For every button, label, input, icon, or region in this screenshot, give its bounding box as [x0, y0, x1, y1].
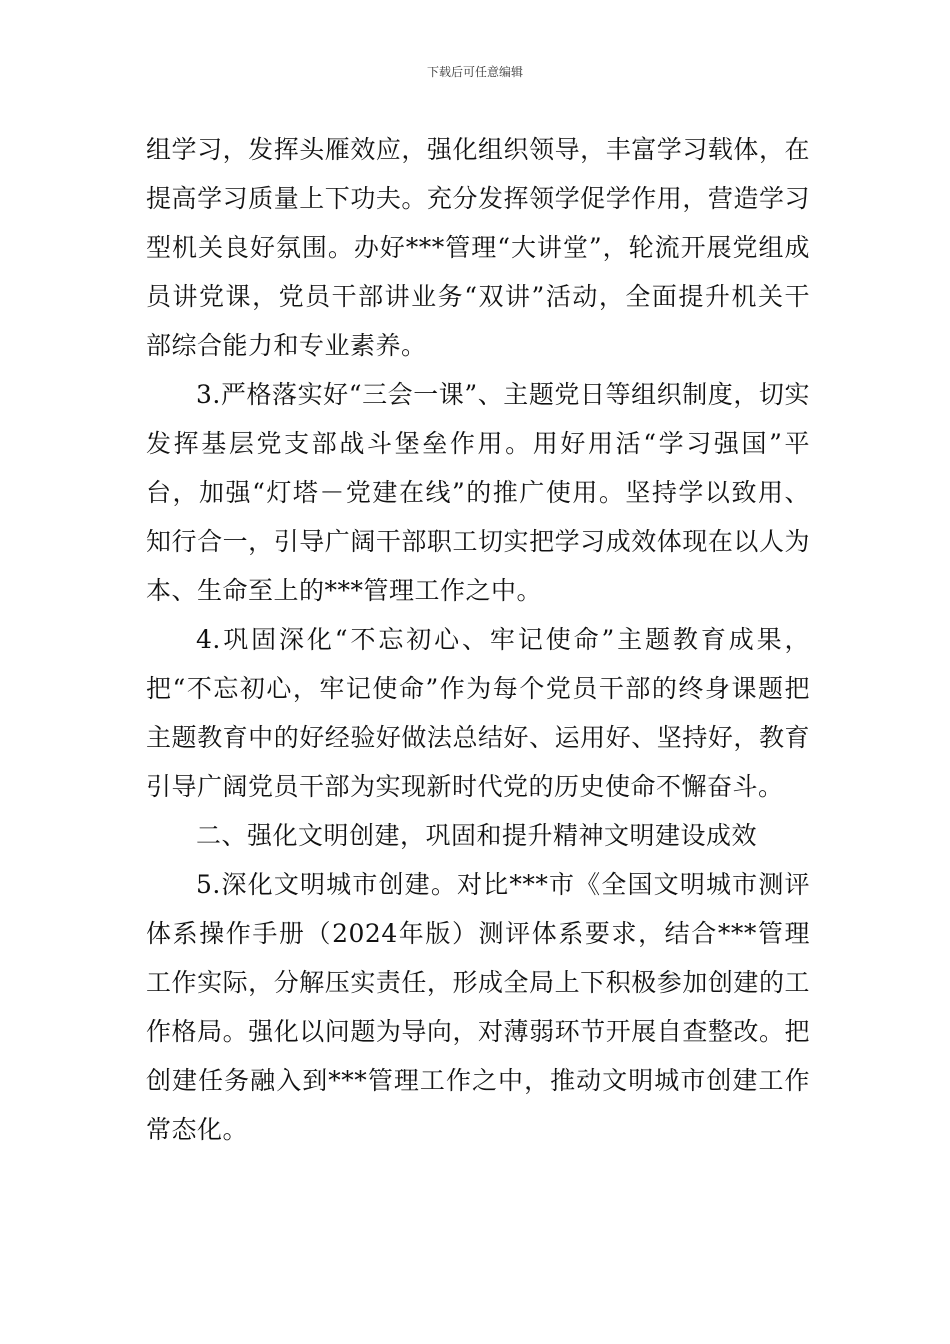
paragraph-item-3: 3.严格落实好“三会一课”、主题党日等组织制度，切实发挥基层党支部战斗堡垒作用。用好用活“学习强国”平台，加强“灯塔－党建在线”的推广使用。坚持学以致用、知行合一，引导广阔干部职工切实把学习成效体现在以人为本、生命至上的***管理工作之中。 [146, 380, 810, 605]
document-body [146, 125, 810, 1154]
paragraph-item-5: 5.深化文明城市创建。对比***市《全国文明城市测评体系操作手册（2024年版）测评体系要求，结合***管理工作实际，分解压实责任，形成全局上下积极参加创建的工作格局。强化以问题为导向，对薄弱环节开展自查整改。把创建任务融入到***管理工作之中，推动文明城市创建工作常态化。 [146, 870, 810, 1144]
paragraph-study-continuation: 组学习，发挥头雁效应，强化组织领导，丰富学习载体，在提高学习质量上下功夫。充分发挥领学促学作用，营造学习型机关良好氛围。办好***管理“大讲堂”，轮流开展党组成员讲党课，党员干部讲业务“双讲”活动，全面提升机关干部综合能力和专业素养。 [146, 135, 810, 360]
paragraph-item-4: 4.巩固深化“不忘初心、牢记使命”主题教育成果，把“不忘初心，牢记使命”作为每个党员干部的终身课题把主题教育中的好经验好做法总结好、运用好、坚持好，教育引导广阔党员干部为实现新时代党的历史使命不懈奋斗。 [146, 625, 810, 801]
page-header-note: 下载后可任意编辑 [426, 65, 523, 79]
section-heading-2: 二、强化文明创建，巩固和提升精神文明建设成效 [196, 821, 758, 850]
